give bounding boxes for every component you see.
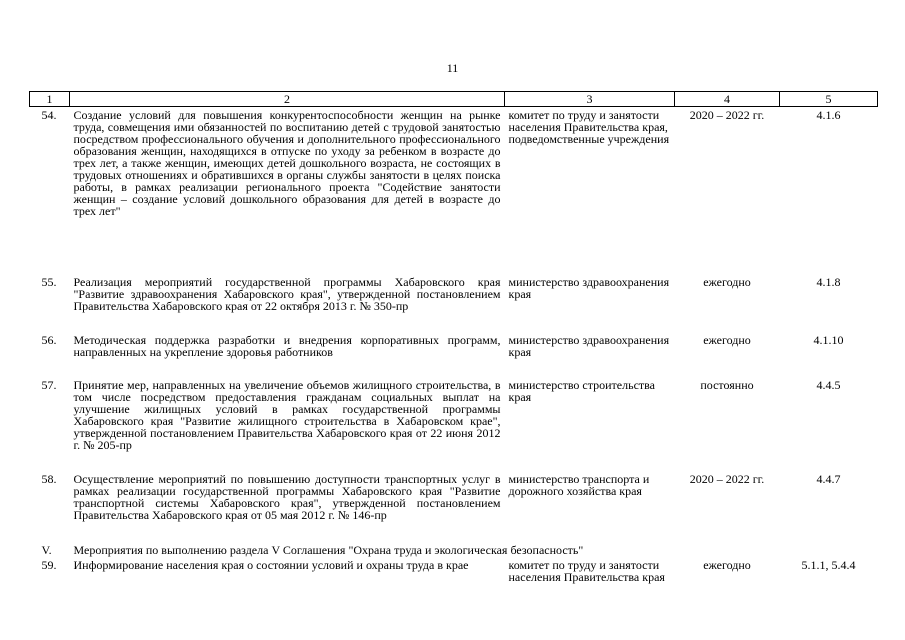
execution-term: 2020 – 2022 гг. [689,472,765,486]
header-col-2: 2 [70,92,505,107]
execution-term: ежегодно [703,333,751,347]
responsible-executor: комитет по труду и занятости населения Правительства края, подведомственные учреждения [508,108,670,146]
agreement-item: 4.4.7 [816,472,841,486]
section-number: V. [41,543,52,557]
responsible-executor: комитет по труду и занятости населения Правительства края [508,558,665,584]
execution-term: ежегодно [703,558,751,572]
measures-table [29,91,878,589]
row-number: 57. [41,378,57,392]
responsible-executor: министерство здравоохранения края [508,275,670,301]
table-row [30,379,878,473]
responsible-executor: министерство строительства края [508,378,655,404]
execution-term: постоянно [700,378,754,392]
row-number: 59. [41,558,57,572]
measure-description: Создание условий для повышения конкурентоспособности женщин на рынке труда, совмещения ими обязанностей по воспитанию детей с трудовой занятостью посредством профессионального обучения и дополнительного профессионального образования женщин, находящихся в отпуске по уходу за ребенком в возрасте до трех лет, а также женщин, имеющих детей дошкольного возраста, не состоящих в трудовых отношениях и обратившихся в органы службы занятости в целях поиска работы, в рамках реализации регионального проекта "Содействие занятости женщин – создание условий дошкольного образования для детей в возрасте до трех лет" [73,108,501,218]
responsible-executor: министерство здравоохранения края [508,333,670,359]
row-number: 55. [41,275,57,289]
measure-description: Информирование населения края о состоянии условий и охраны труда в крае [73,558,469,572]
header-col-4: 4 [675,92,780,107]
responsible-executor: министерство транспорта и дорожного хозяйства края [508,472,650,498]
measure-description: Методическая поддержка разработки и внедрения корпоративных программ, направленных на укрепление здоровья работников [73,333,501,359]
table-row [30,276,878,334]
section-title: Мероприятия по выполнению раздела V Соглашения "Охрана труда и экологическая безопасность" [73,543,584,557]
header-col-5: 5 [780,92,878,107]
agreement-item: 4.1.10 [813,333,844,347]
agreement-item: 4.1.8 [816,275,841,289]
header-row [30,92,878,107]
agreement-item: 5.1.1, 5.4.4 [801,558,856,572]
header-col-3: 3 [505,92,675,107]
execution-term: 2020 – 2022 гг. [689,108,765,122]
table-row [30,473,878,543]
agreement-item: 4.4.5 [816,378,841,392]
row-number: 54. [41,108,57,122]
measure-description: Реализация мероприятий государственной программы Хабаровского края "Развитие здравоохранения Хабаровского края", утвержденной постановлением Правительства Хабаровского края от 22 октября 2013 г. № 350-пр [73,275,501,313]
row-number: 56. [41,333,57,347]
table-row [30,334,878,379]
agreement-item: 4.1.6 [816,108,841,122]
table-row [30,559,878,589]
measure-description: Принятие мер, направленных на увеличение объемов жилищного строительства, в том числе посредством предоставления гражданам социальных выплат на улучшение жилищных условий в рамках государственной программы Хабаровского края "Развитие жилищного строительства в Хабаровском крае", утвержденной постановлением Правительства Хабаровского края от 22 июня 2012 г. № 205-пр [73,378,501,452]
table-row [30,107,878,277]
execution-term: ежегодно [703,275,751,289]
measure-description: Осуществление мероприятий по повышению доступности транспортных услуг в рамках реализации государственной программы Хабаровского края "Развитие транспортной системы Хабаровского края", утвержденной постановлением Правительства Хабаровского края от 05 мая 2012 г. № 146-пр [73,472,501,522]
header-col-1: 1 [30,92,70,107]
row-number: 58. [41,472,57,486]
section-heading-row [30,543,878,559]
page-number: 11 [446,61,459,75]
